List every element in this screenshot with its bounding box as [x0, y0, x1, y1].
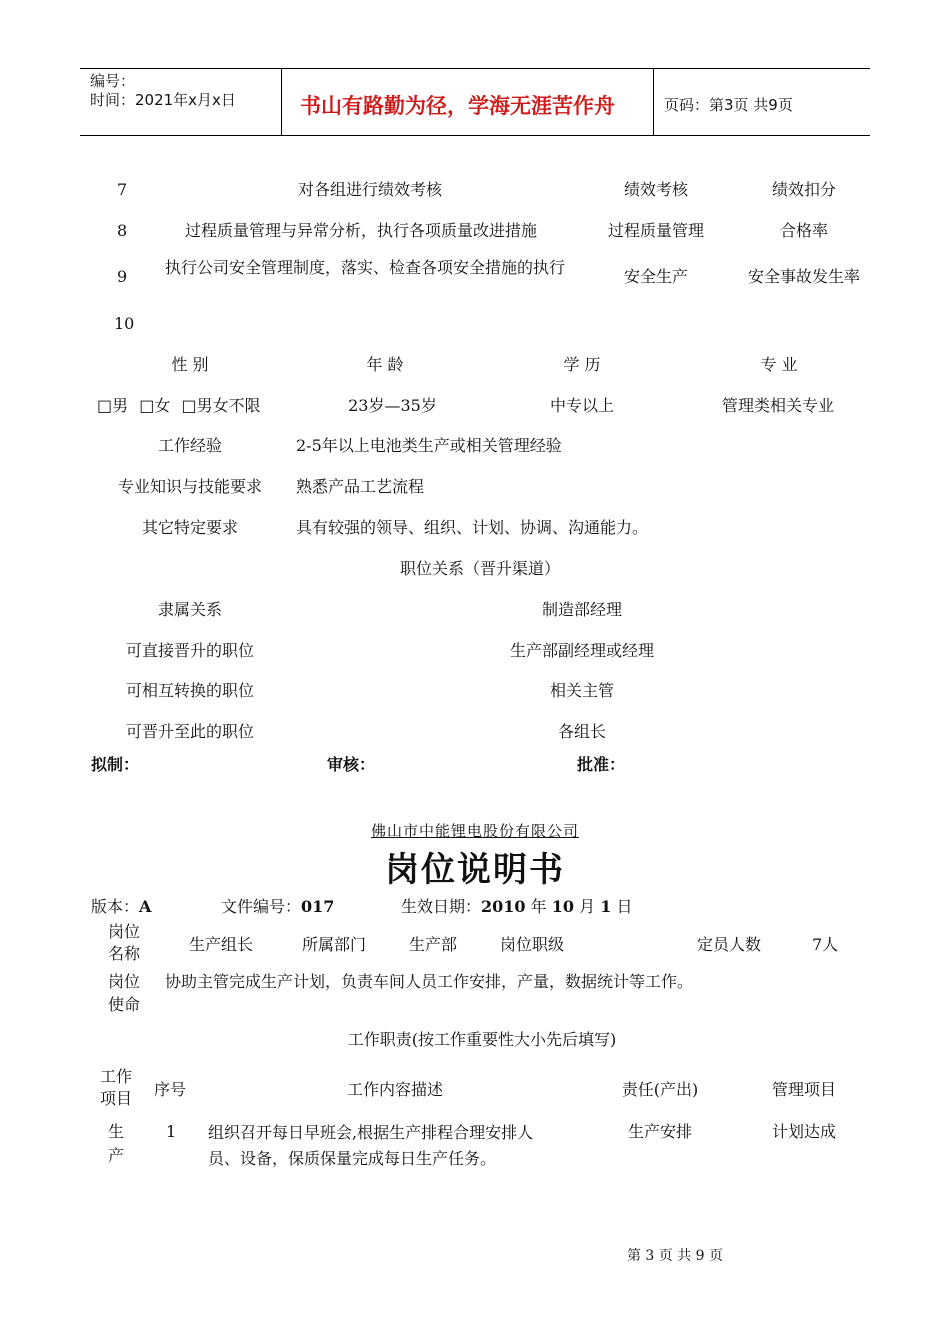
- duty-no: 1: [166, 1122, 177, 1141]
- duty-no: 10: [114, 314, 135, 333]
- relation-value: 制造部经理: [541, 600, 622, 619]
- duties-title: 工作职责(按工作重要性大小先后填写): [347, 1030, 617, 1049]
- relation-value: 各组长: [557, 722, 606, 741]
- relation-value: 相关主管: [549, 681, 614, 700]
- gender-option: 女: [154, 396, 171, 415]
- duty-mgmt: 计划达成: [771, 1122, 836, 1141]
- date-day-unit: 日: [616, 897, 633, 916]
- duty-resp: 安全生产: [623, 267, 688, 286]
- signoff-review: 审核：: [327, 755, 376, 774]
- req-header: 性 别: [171, 355, 209, 374]
- duty-item: 绩效扣分: [771, 180, 836, 199]
- gender-option: 男女不限: [196, 396, 261, 415]
- headcount-value: 7人: [812, 935, 839, 954]
- doc-title: 岗位说明书: [385, 850, 565, 890]
- header-divider: [653, 69, 654, 135]
- mission-value: 协助主管完成生产计划，负责车间人员工作安排，产量，数据统计等工作。: [165, 972, 694, 991]
- duty-header-resp: 责任(产出): [621, 1080, 699, 1099]
- header-divider: [281, 69, 282, 135]
- duty-resp: 过程质量管理: [607, 221, 704, 240]
- relations-title: 职位关系（晋升渠道）: [399, 559, 560, 578]
- doc-number-label: 编号：: [90, 72, 136, 90]
- headcount-label: 定员人数: [697, 935, 762, 954]
- duty-header-mgmt: 管理项目: [771, 1080, 836, 1099]
- req-education: 中专以上: [549, 396, 614, 415]
- duty-desc: 执行公司安全管理制度，落实、检查各项安全措施的执行: [165, 258, 566, 277]
- grade-label: 岗位职级: [500, 935, 565, 954]
- fileno-label: 文件编号：: [221, 897, 302, 916]
- other-value: 具有较强的领导、组织、计划、协调、沟通能力。: [296, 518, 649, 537]
- signoff-approve: 批准：: [577, 755, 626, 774]
- req-header: 年 龄: [366, 355, 404, 374]
- skills-value: 熟悉产品工艺流程: [296, 477, 425, 496]
- dept-label: 所属部门: [302, 935, 367, 954]
- doc-time-label: 时间：2021年x月x日: [90, 91, 236, 109]
- duty-desc: 过程质量管理与异常分析，执行各项质量改进措施: [185, 221, 538, 240]
- checkbox-icon[interactable]: □: [181, 396, 197, 415]
- date-day: 1: [600, 897, 612, 916]
- gender-option: 男: [112, 396, 129, 415]
- gender-options: [97, 396, 261, 415]
- header-motto: 书山有路勤为径，学海无涯苦作舟: [300, 94, 615, 118]
- post-name-value: 生产组长: [189, 935, 254, 954]
- date-month: 10: [551, 897, 575, 916]
- version-value: A: [139, 897, 152, 916]
- duty-header-desc: 工作内容描述: [346, 1080, 443, 1099]
- req-age: 23岁—35岁: [348, 396, 437, 415]
- experience-value: 2-5年以上电池类生产或相关管理经验: [296, 436, 562, 455]
- date-month-unit: 月: [579, 897, 596, 916]
- duty-desc: 组织召开每日早班会,根据生产排程合理安排人员、设备，保质保量完成每日生产任务。: [208, 1123, 534, 1168]
- page-footer: 第 3 页 共 9 页: [626, 1248, 724, 1264]
- req-major: 管理类相关专业: [721, 396, 834, 415]
- duty-resp: 绩效考核: [623, 180, 688, 199]
- relation-label: 隶属关系: [157, 600, 222, 619]
- duty-item: 生产: [107, 1122, 124, 1165]
- fileno-value: 017: [301, 897, 335, 916]
- relation-label: 可相互转换的职位: [125, 681, 254, 700]
- version-label: 版本：: [91, 897, 140, 916]
- duty-no: 9: [117, 267, 128, 286]
- duty-item: 合格率: [779, 221, 828, 240]
- duty-no: 7: [117, 180, 128, 199]
- other-label: 其它特定要求: [141, 518, 238, 537]
- page-info: 页码：第3页 共9页: [664, 96, 793, 114]
- duty-header-item: 工作项目: [99, 1067, 132, 1108]
- skills-label: 专业知识与技能要求: [117, 477, 262, 496]
- mission-label: 岗位使命: [107, 972, 140, 1014]
- duty-item: 安全事故发生率: [747, 267, 860, 286]
- duty-desc: 对各组进行绩效考核: [297, 180, 442, 199]
- duty-no: 8: [117, 221, 128, 240]
- post-name-label: 岗位名称: [107, 922, 140, 963]
- checkbox-icon[interactable]: □: [139, 396, 155, 415]
- date-year-unit: 年: [530, 897, 547, 916]
- relation-label: 可晋升至此的职位: [125, 722, 254, 741]
- req-header: 学 历: [563, 355, 601, 374]
- req-header: 专 业: [760, 355, 798, 374]
- relation-value: 生产部副经理或经理: [509, 641, 654, 660]
- date-label: 生效日期：: [401, 897, 482, 916]
- duty-header-no: 序号: [154, 1080, 187, 1099]
- checkbox-icon[interactable]: □: [97, 396, 113, 415]
- date-year: 2010: [481, 897, 526, 916]
- duty-resp: 生产安排: [627, 1122, 692, 1141]
- experience-label: 工作经验: [157, 436, 222, 455]
- signoff-draft: 拟制：: [91, 755, 140, 774]
- company-name: 佛山市中能锂电股份有限公司: [370, 822, 579, 840]
- dept-value: 生产部: [409, 935, 458, 954]
- relation-label: 可直接晋升的职位: [125, 641, 254, 660]
